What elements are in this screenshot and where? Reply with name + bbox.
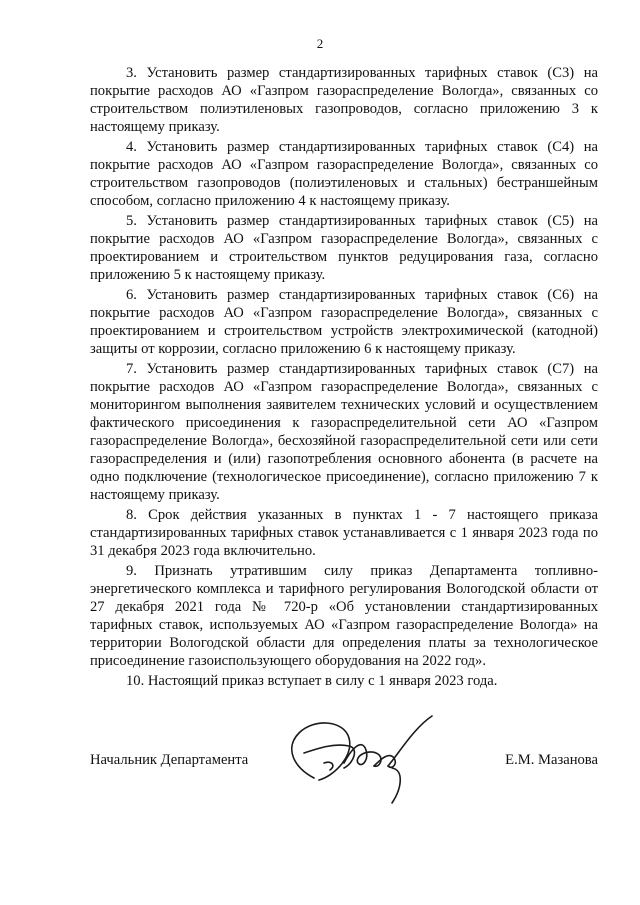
paragraph-8: 8. Срок действия указанных в пунктах 1 - 7 настоящего приказа стандартизированных тарифных ставок устанавливается с 1 января 2023 года по 31 декабря 2023 года включительно. <box>90 507 598 559</box>
page-number: 2 <box>316 36 324 51</box>
paragraph-10: 10. Настоящий приказ вступает в силу с 1 января 2023 года. <box>126 673 498 689</box>
paragraph-9: 9. Признать утратившим силу приказ Департамента топливно-энергетического комплекса и тарифного регулирования Вологодской области от 27 декабря 2021 года № 720-р «Об установлении стандартизированных тарифных ставок, используемых АО «Газпром газораспределение Вологда» на территории Вологодской области для определения платы за технологическое присоединение газоиспользующего оборудования на 2022 год». <box>90 563 598 669</box>
paragraph-5: 5. Установить размер стандартизированных тарифных ставок (С5) на покрытие расходов АО «Газпром газораспределение Вологда», связанных с проектированием и строительством пунктов редуцирования газа, согласно приложению 5 к настоящему приказу. <box>90 213 598 283</box>
handwritten-signature <box>274 708 454 808</box>
paragraph-3: 3. Установить размер стандартизированных тарифных ставок (С3) на покрытие расходов АО «Газпром газораспределение Вологда», связанных со строительством полиэтиленовых газопроводов, согласно приложению 3 к настоящему приказу. <box>90 65 598 135</box>
document-body <box>90 64 598 692</box>
signatory-title: Начальник Департамента <box>90 752 249 768</box>
signatory-name: Е.М. Мазанова <box>505 752 598 768</box>
paragraph-7: 7. Установить размер стандартизированных тарифных ставок (С7) на покрытие расходов АО «Газпром газораспределение Вологда», связанных с мониторингом выполнения заявителем технических условий и осуществлением фактического присоединения к газораспределительной сети АО «Газпром газораспределение Вологда», бесхозяйной газораспределительной сети или сети газораспределения и (или) газопотребления основного абонента (в расчете на одно подключение (технологическое присоединение), согласно приложению 7 к настоящему приказу. <box>90 361 598 503</box>
paragraph-6: 6. Установить размер стандартизированных тарифных ставок (С6) на покрытие расходов АО «Газпром газораспределение Вологда», связанных с проектированием и строительством устройств электрохимической (катодной) защиты от коррозии, согласно приложению 6 к настоящему приказу. <box>90 287 598 357</box>
paragraph-4: 4. Установить размер стандартизированных тарифных ставок (С4) на покрытие расходов АО «Газпром газораспределение Вологда», связанных со строительством газопроводов (полиэтиленовых и стальных) бестраншейным способом, согласно приложению 4 к настоящему приказу. <box>90 139 598 209</box>
